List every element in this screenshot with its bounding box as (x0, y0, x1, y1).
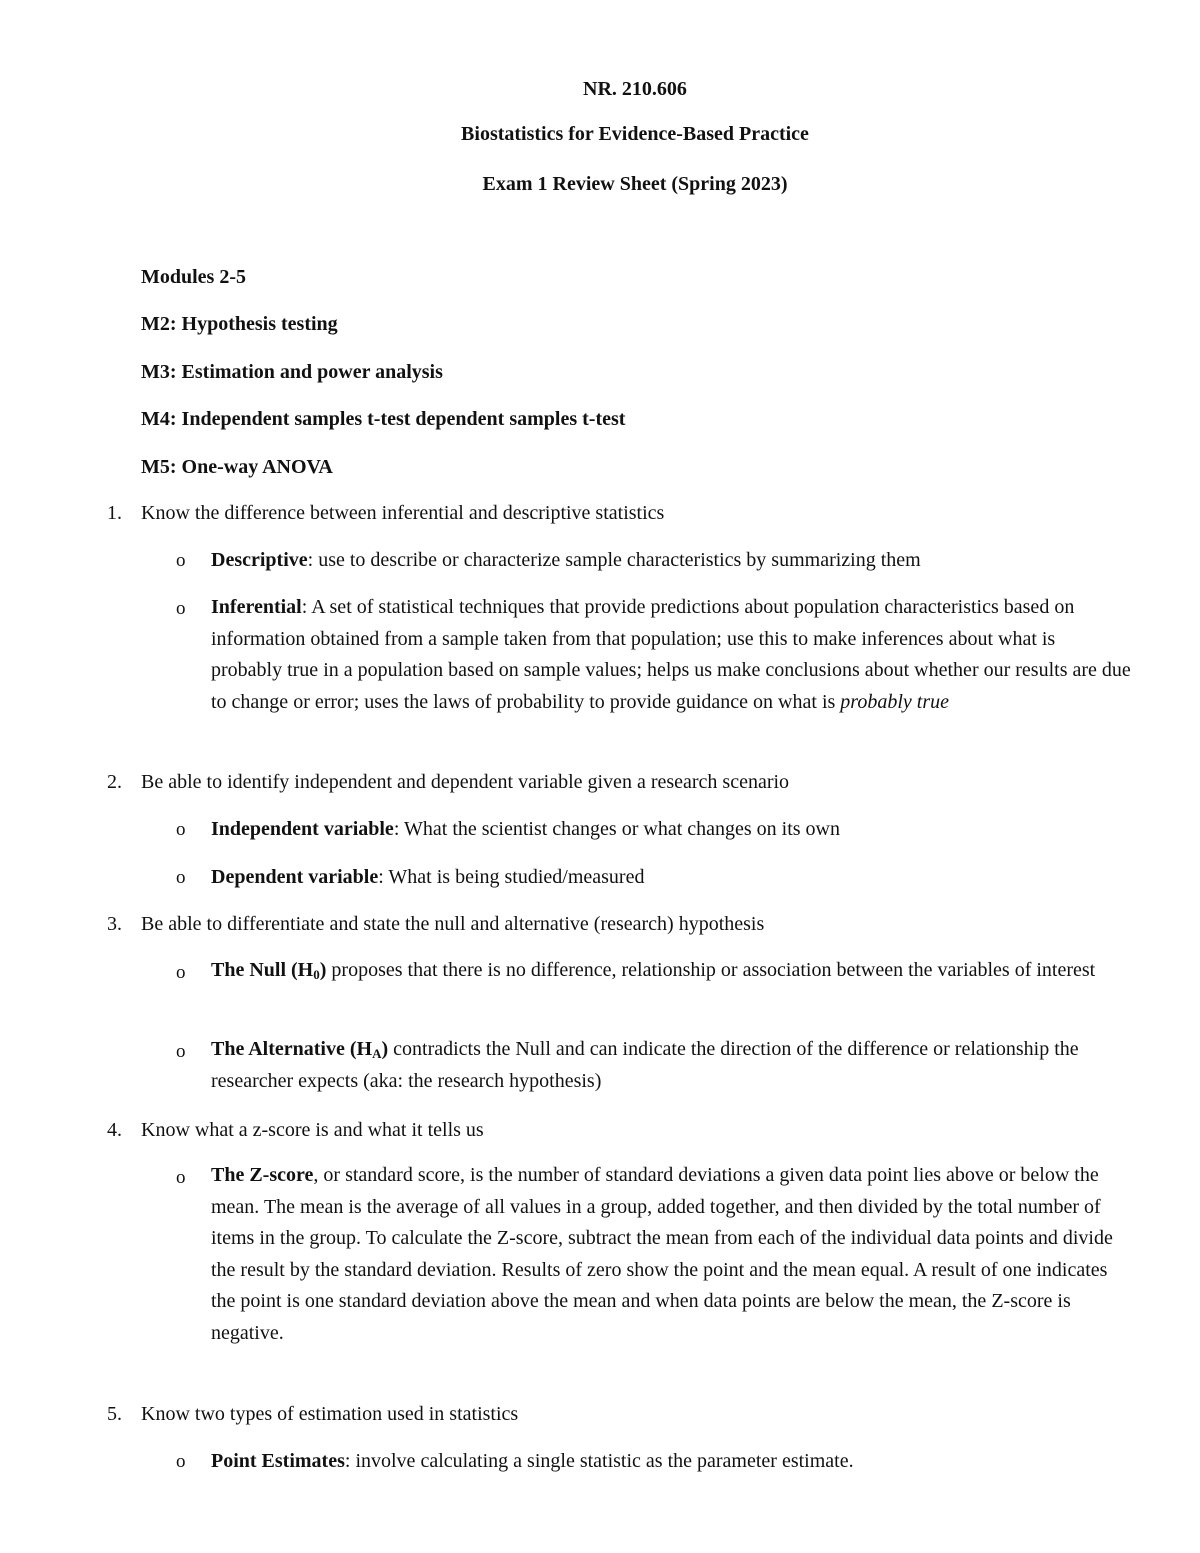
module-item: M3: Estimation and power analysis (141, 361, 443, 383)
bullet-body: : use to describe or characterize sample characteristics by summarizing them (307, 549, 921, 571)
module-item: M4: Independent samples t-test dependent samples t-test (141, 408, 626, 430)
bullet-term (211, 1038, 388, 1060)
bullet-body: : What the scientist changes or what changes on its own (393, 818, 841, 840)
bullet-marker: o (176, 550, 186, 571)
bullet-marker: o (176, 962, 186, 983)
section-heading: Know what a z-score is and what it tells us (141, 1119, 484, 1141)
course-code: NR. 210.606 (583, 78, 687, 100)
bullet-marker: o (176, 1167, 186, 1188)
section-heading: Be able to differentiate and state the null and alternative (research) hypothesis (141, 913, 765, 935)
section-number: 5. (107, 1403, 122, 1425)
bullet-text (211, 1160, 1131, 1350)
subscript: 0 (313, 967, 320, 982)
term-text: The Null (H (211, 959, 314, 981)
section-heading: Be able to identify independent and dependent variable given a research scenario (141, 771, 790, 793)
term-text: The Alternative (H (211, 1038, 373, 1060)
bullet-body: proposes that there is no difference, relationship or association between the variables of interest (326, 959, 1096, 981)
bullet-body: : What is being studied/measured (378, 866, 645, 888)
sheet-title: Exam 1 Review Sheet (Spring 2023) (482, 173, 788, 195)
subscript: A (372, 1046, 382, 1061)
bullet-text (211, 955, 1131, 987)
bullet-term: Inferential (211, 596, 302, 618)
module-item: M5: One-way ANOVA (141, 456, 333, 478)
bullet-text (211, 1034, 1131, 1097)
bullet-text (211, 545, 1131, 577)
bullet-term: The Z-score (211, 1164, 314, 1186)
bullet-emphasis: probably true (840, 690, 949, 713)
bullet-body: contradicts the Null and can indicate the direction of the difference or relationship the researcher expects (aka: the research hypothesis) (211, 1038, 1079, 1092)
bullet-term: Descriptive (211, 549, 308, 571)
section-number: 3. (107, 913, 122, 935)
bullet-text (211, 817, 840, 841)
bullet-body: : involve calculating a single statistic as the parameter estimate. (344, 1450, 854, 1472)
bullet-text (211, 1449, 854, 1473)
course-title: Biostatistics for Evidence-Based Practice (461, 123, 809, 145)
bullet-term (211, 959, 326, 981)
bullet-body: , or standard score, is the number of standard deviations a given data point lies above or below the mean. The mean is the average of all values in a group, added together, and then divided by the total number of items in the group. To calculate the Z-score, subtract the mean from each of the individual data points and divide the result by the standard deviation. Results of zero show the point and the mean equal. A result of one indicates the point is one standard deviation above the mean and when data points are below the mean, the Z-score is negative. (211, 1164, 1113, 1344)
bullet-marker: o (176, 819, 186, 840)
term-close: ) (381, 1038, 389, 1060)
bullet-term: Independent variable (211, 818, 394, 840)
section-heading: Know two types of estimation used in statistics (141, 1403, 519, 1425)
modules-heading: Modules 2-5 (141, 266, 246, 288)
bullet-term: Point Estimates (211, 1450, 345, 1472)
bullet-body: : A set of statistical techniques that provide predictions about population characteristics based on information obtained from a sample taken from that population; use this to make inferences about what is probably true in a population based on sample values; helps us make conclusions about whether our results are due to change or error; uses the laws of probability to provide guidance on what is (211, 596, 1131, 713)
bullet-marker: o (176, 1041, 186, 1062)
bullet-text (211, 865, 644, 889)
section-number: 2. (107, 771, 122, 793)
section-heading: Know the difference between inferential and descriptive statistics (141, 502, 665, 524)
section-number: 4. (107, 1119, 122, 1141)
bullet-marker: o (176, 598, 186, 619)
section-number: 1. (107, 502, 122, 524)
bullet-term: Dependent variable (211, 866, 379, 888)
term-close: ) (319, 959, 327, 981)
module-item: M2: Hypothesis testing (141, 313, 338, 335)
bullet-marker: o (176, 867, 186, 888)
bullet-marker: o (176, 1451, 186, 1472)
bullet-text (211, 592, 1131, 718)
